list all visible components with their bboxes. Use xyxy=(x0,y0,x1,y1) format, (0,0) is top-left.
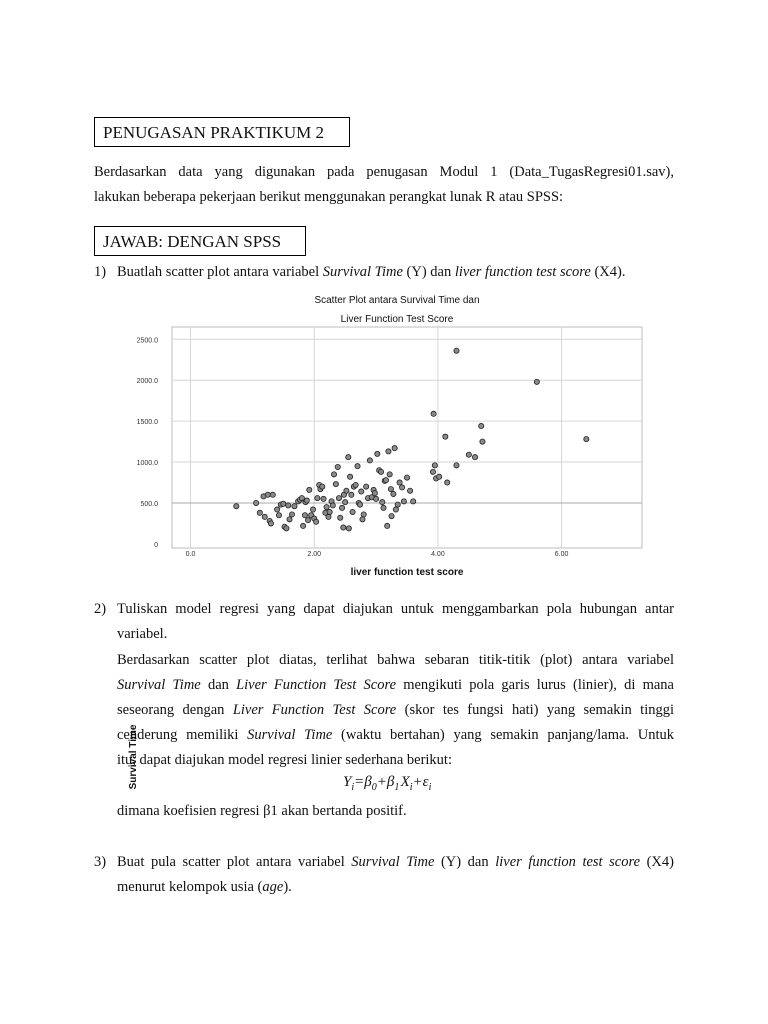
data-point xyxy=(307,487,312,492)
data-point xyxy=(373,496,378,501)
data-point xyxy=(310,507,315,512)
item-2-paragraph-line-3: seseorang dengan Liver Function Test Score (skor tes fungsi hati) yang semakin tinggi xyxy=(117,702,675,718)
data-point xyxy=(383,477,388,482)
data-point xyxy=(361,512,366,517)
data-point xyxy=(431,411,436,416)
data-point xyxy=(343,500,348,505)
plot-frame xyxy=(172,327,642,548)
data-point xyxy=(401,499,406,504)
data-point xyxy=(344,488,349,493)
intro-line-2: lakukan beberapa pekerjaan berikut menggunakan perangkat lunak R atau SPSS: xyxy=(94,189,564,205)
item-3-line-2: menurut kelompok usia (age). xyxy=(117,879,292,895)
data-point xyxy=(479,423,484,428)
data-point xyxy=(275,507,280,512)
x-tick-label: 4.00 xyxy=(431,551,445,558)
y-axis-label: Survival Time xyxy=(128,724,139,790)
chart-grid xyxy=(172,327,642,548)
data-point xyxy=(392,446,397,451)
data-point xyxy=(330,503,335,508)
data-point xyxy=(349,492,354,497)
data-point xyxy=(331,472,336,477)
item-2-paragraph-line-5: itu, dapat diajukan model regresi linier sederhana berikut: xyxy=(117,752,452,768)
data-point xyxy=(289,512,294,517)
data-point xyxy=(286,503,291,508)
y-tick-label: 500.0 xyxy=(140,500,158,508)
item-2-line-2: variabel. xyxy=(117,626,168,642)
data-point xyxy=(381,505,386,510)
item-number: 2) xyxy=(94,601,107,617)
data-point xyxy=(584,437,589,442)
intro-line-1: Berdasarkan data yang digunakan pada penugasan Modul 1 (Data_TugasRegresi01.sav), xyxy=(94,164,674,180)
y-tick-label: 0 xyxy=(154,541,158,549)
data-point xyxy=(480,439,485,444)
x-tick-label: 0.0 xyxy=(185,551,196,558)
data-point xyxy=(397,480,402,485)
data-point xyxy=(339,505,344,510)
data-point xyxy=(378,469,383,474)
section-heading-penugasan xyxy=(94,117,350,147)
data-point xyxy=(430,469,435,474)
item-2-line-1: Tuliskan model regresi yang dapat diajukan untuk menggambarkan pola hubungan antar xyxy=(117,601,674,617)
x-tick-label: 6.00 xyxy=(554,551,569,558)
data-point xyxy=(268,521,273,526)
data-point xyxy=(357,502,362,507)
item-2-paragraph-line-1: Berdasarkan scatter plot diatas, terlihat bahwa sebaran titik-titik (plot) antara variabel xyxy=(117,652,674,668)
data-point xyxy=(284,526,289,531)
heading-text: PENUGASAN PRAKTIKUM 2 xyxy=(103,123,325,142)
data-point xyxy=(454,348,459,353)
chart-subtitle: Liver Function Test Score xyxy=(340,314,454,325)
data-point xyxy=(437,474,442,479)
item-3-line-1: Buat pula scatter plot antara variabel Survival Time (Y) dan liver function test score (X4) xyxy=(117,854,674,870)
data-point xyxy=(313,519,318,524)
data-point xyxy=(270,492,275,497)
data-point xyxy=(320,484,325,489)
regression-formula: $Y_i=\beta_0+\beta_1$ $X_i+\varepsilon_i$ xyxy=(343,774,432,793)
y-tick-label: 2500.0 xyxy=(136,337,158,345)
data-point xyxy=(327,509,332,514)
data-point xyxy=(321,496,326,501)
data-point xyxy=(372,491,377,496)
data-point xyxy=(466,452,471,457)
data-point xyxy=(265,492,270,497)
data-point xyxy=(292,504,297,509)
data-point xyxy=(287,517,292,522)
data-point xyxy=(315,495,320,500)
data-point xyxy=(375,451,380,456)
data-point xyxy=(234,504,239,509)
data-point xyxy=(262,514,267,519)
data-point xyxy=(355,464,360,469)
y-tick-label: 1500.0 xyxy=(136,419,158,427)
data-point xyxy=(364,484,369,489)
data-point xyxy=(257,510,262,515)
data-point xyxy=(305,518,310,523)
data-point xyxy=(341,525,346,530)
data-point xyxy=(304,498,309,503)
data-point xyxy=(393,507,398,512)
data-point xyxy=(353,482,358,487)
data-point xyxy=(359,489,364,494)
data-point xyxy=(445,480,450,485)
data-point xyxy=(348,474,353,479)
y-tick-label: 1000.0 xyxy=(136,460,158,468)
data-point xyxy=(324,504,329,509)
data-point xyxy=(388,486,393,491)
data-point xyxy=(385,523,390,528)
data-point xyxy=(387,472,392,477)
data-point xyxy=(432,463,437,468)
item-2-paragraph-line-4: cenderung memiliki Survival Time (waktu bertahan) yang semakin panjang/lama. Untuk xyxy=(117,727,675,743)
data-point xyxy=(534,379,539,384)
item-number: 1) xyxy=(94,264,107,280)
data-point xyxy=(302,513,307,518)
item-2-paragraph-line-2: Survival Time dan Liver Function Test Score mengikuti pola garis lurus (linier), di mana xyxy=(117,677,674,693)
x-axis-label: liver function test score xyxy=(350,567,464,578)
chart-title: Scatter Plot antara Survival Time dan xyxy=(314,295,480,306)
data-point xyxy=(346,526,351,531)
data-point xyxy=(407,488,412,493)
data-point xyxy=(276,513,281,518)
data-point xyxy=(326,514,331,519)
item-number: 3) xyxy=(94,854,107,870)
item-2-conclusion: dimana koefisien regresi β1 akan bertanda positif. xyxy=(117,803,407,819)
data-point xyxy=(338,515,343,520)
data-point xyxy=(350,509,355,514)
data-point xyxy=(333,482,338,487)
data-point xyxy=(395,502,400,507)
data-point xyxy=(301,523,306,528)
data-point xyxy=(391,491,396,496)
x-tick-label: 2.00 xyxy=(307,551,322,558)
data-point xyxy=(386,449,391,454)
data-point xyxy=(380,500,385,505)
item-1-text: Buatlah scatter plot antara variabel Survival Time (Y) dan liver function test score (X4). xyxy=(117,264,626,280)
data-point xyxy=(367,458,372,463)
data-point xyxy=(254,500,259,505)
data-point xyxy=(454,463,459,468)
y-tick-label: 2000.0 xyxy=(136,378,158,386)
data-point xyxy=(411,499,416,504)
data-point xyxy=(443,434,448,439)
data-point xyxy=(389,513,394,518)
data-point xyxy=(346,455,351,460)
data-point xyxy=(281,501,286,506)
data-point xyxy=(360,517,365,522)
data-point xyxy=(399,485,404,490)
section-heading-jawab xyxy=(94,226,306,256)
data-point xyxy=(336,495,341,500)
data-point xyxy=(404,475,409,480)
data-point xyxy=(335,464,340,469)
heading-text: JAWAB: DENGAN SPSS xyxy=(103,232,282,251)
data-point xyxy=(472,455,477,460)
